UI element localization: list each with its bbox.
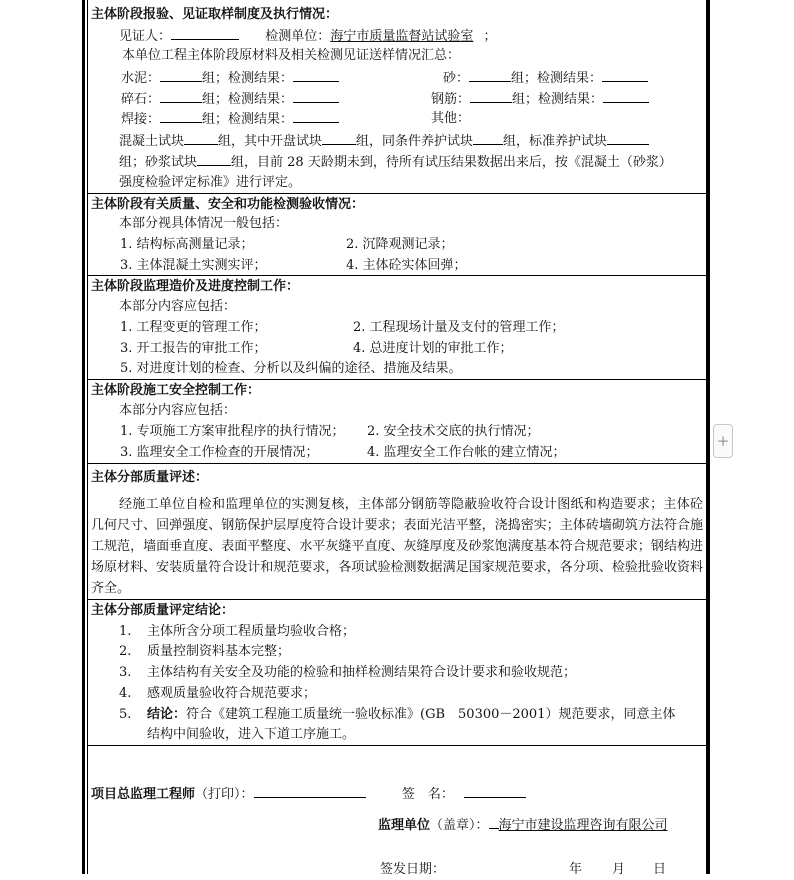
unit-sign-row — [378, 814, 668, 836]
section-title-safety: 主体阶段施工安全控制工作： — [91, 383, 261, 398]
engineer-sign-row — [91, 783, 526, 805]
section-title-quality-review: 主体分部质量评述： — [91, 470, 209, 485]
conclusion-item-1: 主体所含分项工程质量均验收合格； — [147, 624, 356, 639]
witness-blank — [171, 25, 239, 40]
print-label: （打印）： — [195, 787, 254, 802]
testing-intro: 本部分视具体情况一般包括： — [119, 216, 289, 231]
safety-item-4: 4. 监理安全工作台帐的建立情况； — [367, 445, 566, 460]
safety-intro: 本部分内容应包括： — [119, 403, 237, 418]
sign-blank — [464, 783, 526, 798]
conclusion-label: 结论： — [147, 707, 187, 722]
witness-row — [119, 25, 496, 47]
sand-row: 砂： 组；检测结果： — [443, 67, 648, 89]
cost-item-4: 4. 总进度计划的审批工作； — [353, 341, 513, 356]
sign-label: 签 名： — [401, 787, 454, 802]
cost-item-3: 3. 开工报告的审批工作； — [120, 341, 267, 356]
conclusion-item-3: 主体结构有关安全及功能的检验和抽样检测结果符合设计要求和验收规范； — [147, 665, 577, 680]
testing-item-3: 3. 主体混凝土实测实评； — [120, 258, 267, 273]
section-title-cost: 主体阶段监理造价及进度控制工作： — [91, 279, 300, 294]
cement-row: 水泥： 组；检测结果： — [121, 67, 339, 89]
conclusion-num-1: 1. — [119, 624, 132, 639]
weld-row: 焊接： 组；检测结果： — [121, 108, 339, 130]
section-title-testing: 主体阶段有关质量、安全和功能检测验收情况： — [91, 197, 365, 212]
test-unit-label: 检测单位： — [265, 29, 331, 44]
conclusion-item-5: 结论：符合《建筑工程施工质量统一验收标准》(GB 50300－2001）规范要求，同意主体 — [147, 707, 676, 722]
divider — [87, 745, 707, 746]
conclusion-item-5-cont: 结构中间验收，进入下道工序施工。 — [147, 727, 356, 742]
section-title-conclusion: 主体分部质量评定结论： — [91, 603, 235, 618]
date-label: 签发日期： — [380, 862, 446, 877]
quality-review-body: 经施工单位自检和监理单位的实测复核，主体部分钢筋等隐蔽验收符合设计图纸和构造要求；主体砼几何尺寸、回弹强度、钢筋保护层厚度符合设计要求；表面光洁平整，浇捣密实；主体砖墙砌筑方法符合施工规范，墙面垂直度、表面平整度、水平灰缝平直度、灰缝厚度及砂浆饱满度基本符合规范要求；钢结构进场原材料、安装质量符合设计和规范要求，各项试验检测数据满足国家规范要求，各分项、检验批验收资料齐全。 — [91, 497, 703, 596]
unit-label: 监理单位 — [378, 818, 431, 833]
safety-item-1: 1. 专项施工方案审批程序的执行情况； — [120, 424, 345, 439]
engineer-blank — [254, 783, 366, 798]
gravel-row: 碎石： 组；检测结果： — [121, 88, 339, 110]
test-unit-value: 海宁市质量监督站试验室 — [330, 29, 474, 44]
conclusion-item-2: 质量控制资料基本完整； — [147, 644, 291, 659]
summary-line: 本单位工程主体阶段原材料及相关检测见证送样情况汇总： — [122, 48, 461, 63]
engineer-label: 项目总监理工程师 — [91, 787, 196, 802]
cost-item-1: 1. 工程变更的管理工作； — [120, 320, 267, 335]
other-row: 其他： — [431, 111, 471, 126]
witness-label: 见证人： — [119, 29, 172, 44]
date-year: 年 — [569, 862, 583, 877]
conclusion-num-5: 5. — [119, 707, 132, 722]
unit-value: 海宁市建设监理咨询有限公司 — [498, 818, 668, 833]
conclusion-num-2: 2. — [119, 644, 132, 659]
stamp-label: （盖章）： — [430, 818, 489, 833]
testing-item-4: 4. 主体砼实体回弹； — [346, 258, 467, 273]
testing-item-2: 2. 沉降观测记录； — [346, 237, 454, 252]
cost-item-2: 2. 工程现场计量及支付的管理工作； — [353, 320, 565, 335]
concrete-line-3: 强度检验评定标准》进行评定。 — [119, 175, 302, 190]
cost-item-5: 5. 对进度计划的检查、分析以及纠偏的途径、措施及结果。 — [120, 361, 462, 376]
divider — [87, 463, 707, 464]
expand-plus-button[interactable]: + — [713, 424, 733, 458]
safety-item-3: 3. 监理安全工作检查的开展情况； — [120, 445, 319, 460]
cost-intro: 本部分内容应包括： — [119, 299, 237, 314]
test-unit-end: ； — [483, 29, 497, 44]
section-title-inspection: 主体阶段报验、见证取样制度及执行情况： — [91, 7, 339, 22]
conclusion-item-4: 感观质量验收符合规范要求； — [147, 686, 317, 701]
safety-item-2: 2. 安全技术交底的执行情况； — [367, 424, 540, 439]
steel-row: 钢筋： 组；检测结果： — [431, 88, 649, 110]
date-day: 日 — [653, 862, 667, 877]
concrete-line-2: 组；砂浆试块 组，目前 28 天龄期未到，待所有试压结果数据出来后，按《混凝土（砂浆） — [119, 151, 672, 173]
concrete-line-1: 混凝土试块 组，其中开盘试块 组，同条件养护试块 组，标准养护试块 — [119, 130, 649, 152]
conclusion-num-3: 3. — [119, 665, 132, 680]
date-month: 月 — [612, 862, 626, 877]
testing-item-1: 1. 结构标高测量记录； — [120, 237, 254, 252]
conclusion-num-4: 4. — [119, 686, 132, 701]
